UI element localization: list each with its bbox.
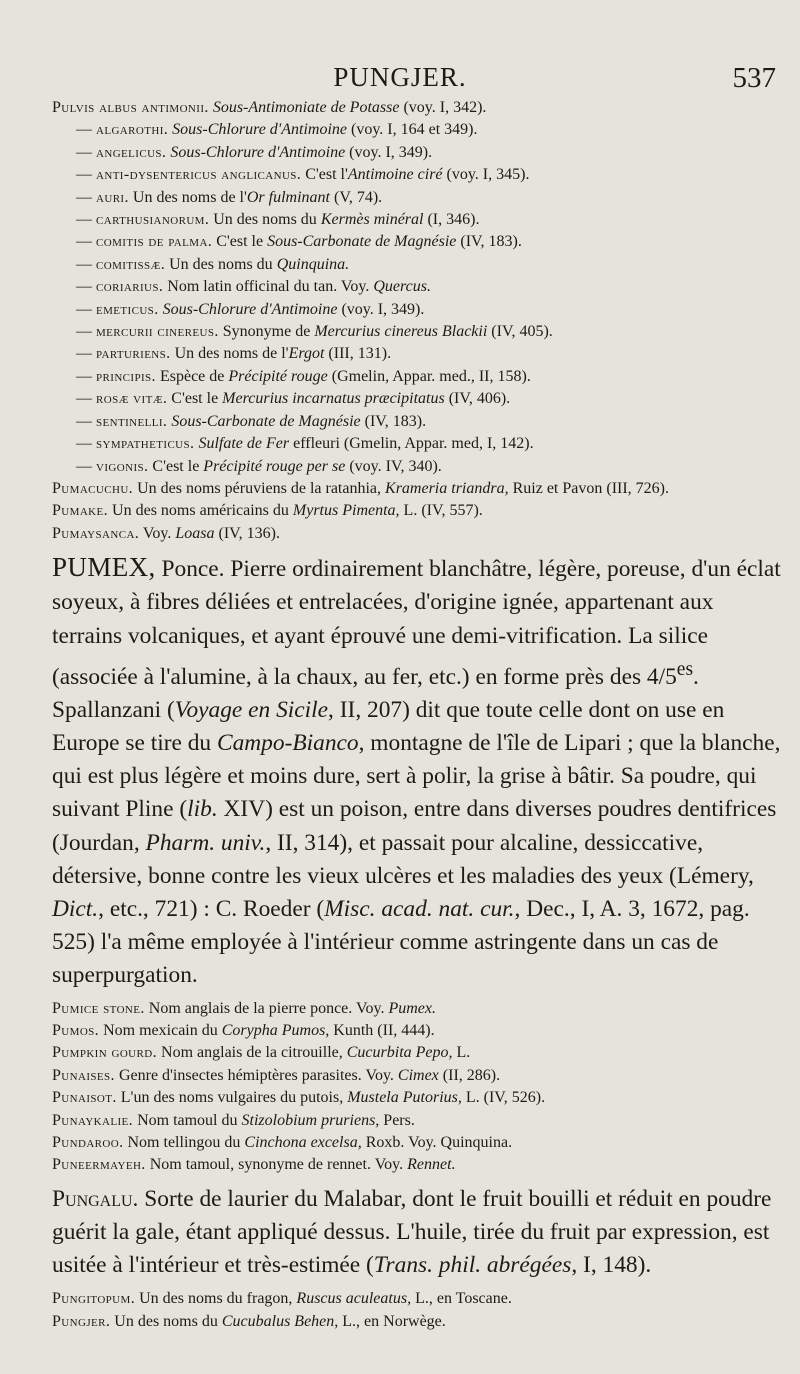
- repeat-dash: —: [76, 255, 96, 273]
- headword: Puneermayeh.: [52, 1156, 146, 1174]
- repeat-dash: —: [76, 211, 96, 229]
- entry-text: Voy.: [139, 524, 176, 542]
- headword: algarothi.: [96, 121, 169, 139]
- headword: Pumpkin gourd.: [52, 1044, 158, 1062]
- entry-italic: Loasa: [175, 524, 215, 542]
- entry-text: effleuri (Gmelin, Appar. med, I, 142).: [289, 435, 534, 453]
- dictionary-entry: [52, 1087, 787, 1109]
- entry-text: (IV, 406).: [444, 390, 511, 408]
- headword: Pungjer.: [52, 1312, 111, 1330]
- repeat-dash: —: [76, 278, 96, 296]
- entry-italic: Quercus.: [373, 278, 431, 296]
- dictionary-entry: [52, 1020, 787, 1042]
- dictionary-entry: [52, 523, 787, 545]
- headword: PUMEX,: [52, 552, 156, 583]
- headword: Pulvis albus antimonii.: [52, 99, 209, 116]
- entry-text: Nom anglais de la citrouille,: [157, 1044, 347, 1062]
- entry-italic: Corypha Pumos,: [221, 1021, 330, 1039]
- repeat-dash: —: [76, 121, 96, 139]
- entry-text: Pers.: [379, 1111, 415, 1129]
- entry-text: (II, 286).: [438, 1066, 501, 1084]
- repeat-dash: —: [76, 166, 96, 184]
- dictionary-entry: [52, 119, 787, 141]
- entry-text: Un des noms américains du: [108, 502, 293, 520]
- repeat-dash: —: [76, 233, 96, 251]
- entry-italic: Ergot: [288, 345, 325, 363]
- repeat-dash: —: [76, 345, 96, 363]
- entry-italic: Cucubalus Behen,: [221, 1312, 339, 1330]
- dictionary-entry: [52, 97, 787, 119]
- dictionary-entry: [52, 209, 787, 231]
- entry-text: Genre d'insectes hémiptères parasites. Voy.: [114, 1066, 398, 1084]
- entry-text: (voy. I, 345).: [442, 166, 530, 184]
- repeat-dash: —: [76, 367, 96, 385]
- headword: Pumaysanca.: [52, 524, 140, 542]
- entry-list-pumice: [52, 998, 787, 1177]
- headword: Pundaroo.: [52, 1134, 124, 1151]
- entry-text: Nom latin officinal du tan. Voy.: [163, 278, 374, 296]
- dictionary-entry: [52, 1288, 787, 1310]
- dictionary-entry: [52, 366, 787, 388]
- entry-italic: Cucurbita Pepo,: [346, 1044, 453, 1062]
- entry-text: L.: [452, 1044, 471, 1062]
- dictionary-entry: [52, 321, 787, 343]
- entry-italic: Cimex: [397, 1066, 439, 1084]
- headword: sympatheticus.: [96, 435, 195, 453]
- dictionary-entry: [52, 411, 787, 433]
- entry-italic: Sous-Chlorure d'Antimoine: [162, 300, 338, 318]
- entry-text: C'est le: [148, 457, 204, 475]
- headword: sentinelli.: [96, 412, 168, 430]
- entry-list-pungitopum: [52, 1288, 787, 1333]
- repeat-dash: —: [76, 300, 96, 318]
- dictionary-entry: [52, 276, 787, 298]
- entry-italic: Sous-Chlorure d'Antimoine: [170, 143, 346, 161]
- repeat-dash: —: [76, 188, 96, 206]
- headword: Pumacuchu.: [52, 479, 134, 497]
- entry-text: Espèce de: [155, 367, 229, 385]
- entry-text: Kunth (II, 444).: [329, 1021, 435, 1039]
- headword: vigonis.: [96, 457, 149, 475]
- dictionary-entry: [52, 164, 787, 186]
- entry-italic: Mercurius incarnatus præcipitatus: [222, 390, 445, 408]
- entry-italic: Or fulminant: [246, 188, 330, 206]
- entry-italic: Antimoine ciré: [347, 166, 443, 184]
- headword: comitis de palma.: [96, 233, 213, 251]
- entry-italic: Mercurius cinereus Blackii: [314, 323, 488, 341]
- entry-text: Un des noms de l': [128, 188, 247, 206]
- entry-italic: Myrtus Pimenta,: [292, 502, 400, 520]
- entry-text: Un des noms du: [110, 1312, 222, 1330]
- dictionary-entry: [52, 1132, 787, 1154]
- entry-italic: Krameria triandra,: [385, 479, 509, 497]
- entry-italic: Pumex.: [388, 999, 436, 1017]
- entry-text: (voy. I, 164 et 349).: [347, 121, 478, 139]
- entry-italic: Sous-Carbonate de Magnésie: [267, 233, 457, 251]
- dictionary-entry: [52, 1042, 787, 1064]
- entry-pumex: PUMEX, Ponce. Pierre ordinairement blanchâtre, légère, poreuse, d'un éclat soyeux, à fibres déliées et entrelacées, d'origine ignée, appartenant aux terrains volcaniques, et ayant éprouvé une demi-vitrification. La silice (associée à l'alumine, à la chaux, au fer, etc.) en forme près des $4/5^{es}$. Spallanzani (Voyage en Sicile, II, 207) dit que toute celle dont on use en Europe se tire du Campo-Bianco, montagne de l'île de Lipari ; que la blanche, qui est plus légère et moins dure, sert à polir, la grise à bâtir. Sa poudre, qui suivant Pline (lib. XIV) est un poison, entre dans diverses poudres dentifrices (Jourdan, Pharm. univ., II, 314), et passait pour alcaline, dessiccative, détersive, bonne contre les vieux ulcères et les maladies des yeux (Lémery, Dict., etc., 721) : C. Roeder (Misc. acad. nat. cur., Dec., I, A. 3, 1672, pag. 525) l'a même employée à l'intérieur comme astringente dans un cas de superpurgation.: [52, 552, 781, 989]
- entry-text: Nom mexicain du: [99, 1021, 222, 1039]
- entry-text: Un des noms de l': [170, 345, 289, 363]
- entry-text: (voy. I, 342).: [399, 99, 487, 116]
- entry-text: Nom tamoul, synonyme de rennet. Voy.: [145, 1156, 408, 1174]
- headword: comitissæ.: [96, 255, 166, 273]
- entry-italic: Sous-Chlorure d'Antimoine: [172, 121, 347, 139]
- entry-italic: Sous-Carbonate de Magnésie: [171, 412, 361, 430]
- headword: Punaykalie.: [52, 1111, 134, 1129]
- headword: parturiens.: [96, 345, 171, 363]
- page-number: 537: [732, 62, 776, 94]
- entry-text: Un des noms du: [165, 255, 277, 273]
- entry-italic: Cinchona excelsa,: [244, 1134, 362, 1151]
- entry-text: Ruiz et Pavon (III, 726).: [508, 479, 669, 497]
- headword: angelicus.: [96, 143, 167, 161]
- dictionary-entry: [52, 254, 787, 276]
- dictionary-entry: [52, 343, 787, 365]
- entry-text: (I, 346).: [423, 211, 480, 229]
- headword: Punaises.: [52, 1066, 115, 1084]
- entry-italic: Stizolobium pruriens,: [241, 1111, 380, 1129]
- entry-italic: Précipité rouge: [228, 367, 328, 385]
- entry-text: (IV, 183).: [456, 233, 522, 251]
- entry-text: L., en Toscane.: [411, 1290, 512, 1308]
- headword: emeticus.: [96, 300, 159, 318]
- dictionary-entry: [52, 1065, 787, 1087]
- headword: Pungitopum.: [52, 1290, 136, 1308]
- headword: anti-dysentericus anglicanus.: [96, 166, 302, 184]
- entry-italic: Ruscus aculeatus,: [296, 1290, 412, 1308]
- entry-text: Nom anglais de la pierre ponce. Voy.: [144, 999, 389, 1017]
- dictionary-entry: [52, 500, 787, 522]
- headword: coriarius.: [96, 278, 164, 296]
- headword: mercurii cinereus.: [96, 323, 219, 341]
- entry-text: Nom tellingou du: [123, 1134, 245, 1151]
- entry-italic: Kermès minéral: [320, 211, 424, 229]
- entry-italic: Quinquina.: [276, 255, 350, 273]
- entry-text: L. (IV, 557).: [399, 502, 483, 520]
- dictionary-entry: [52, 433, 787, 455]
- headword: Pungalu.: [52, 1185, 139, 1212]
- page-header: [0, 62, 800, 96]
- dictionary-entry: [52, 1311, 787, 1333]
- entry-list-pulvis: [52, 97, 787, 545]
- entry-text: C'est l': [301, 166, 348, 184]
- entry-text: (V, 74).: [330, 188, 383, 206]
- headword: Pumice stone.: [52, 999, 145, 1017]
- headword: Pumos.: [52, 1021, 100, 1039]
- entry-text: (voy. I, 349).: [337, 300, 425, 318]
- entry-pungalu: Pungalu. Sorte de laurier du Malabar, dont le fruit bouilli et réduit en poudre guérit la gale, étant appliqué dessus. L'huile, tirée du fruit par expression, est usitée à l'intérieur et très-estimée (Trans. phil. abrégées, I, 148).: [52, 1185, 772, 1279]
- headword: Punaisot.: [52, 1089, 117, 1107]
- entry-text: C'est le: [167, 390, 223, 408]
- dictionary-entry: [52, 998, 787, 1020]
- dictionary-entry: [52, 142, 787, 164]
- entry-text: (voy. IV, 340).: [345, 457, 442, 475]
- page-content: [52, 97, 787, 1333]
- entry-text: (III, 131).: [324, 345, 392, 363]
- headword: carthusianorum.: [96, 211, 210, 229]
- entry-text: (voy. I, 349).: [345, 143, 433, 161]
- repeat-dash: —: [76, 435, 96, 453]
- dictionary-entry: [52, 478, 787, 500]
- entry-text: (IV, 405).: [487, 323, 553, 341]
- repeat-dash: —: [76, 143, 96, 161]
- entry-text: L. (IV, 526).: [461, 1089, 546, 1107]
- headword: auri.: [96, 188, 129, 206]
- dictionary-entry: [52, 187, 787, 209]
- entry-text: Un des noms du: [209, 211, 321, 229]
- repeat-dash: —: [76, 323, 96, 341]
- entry-text: Un des noms du fragon,: [135, 1290, 297, 1308]
- dictionary-entry: [52, 456, 787, 478]
- entry-text: L., en Norwège.: [338, 1312, 446, 1330]
- dictionary-entry: [52, 1154, 787, 1176]
- entry-text: (Gmelin, Appar. med., II, 158).: [327, 367, 531, 385]
- dictionary-entry: [52, 1110, 787, 1132]
- entry-italic: Sulfate de Fer: [198, 435, 290, 453]
- entry-italic: Mustela Putorius,: [347, 1089, 462, 1107]
- headword: rosæ vitæ.: [96, 390, 168, 408]
- repeat-dash: —: [76, 390, 96, 408]
- entry-text: Un des noms péruviens de la ratanhia,: [133, 479, 386, 497]
- repeat-dash: —: [76, 457, 96, 475]
- entry-text: L'un des noms vulgaires du putois,: [116, 1089, 348, 1107]
- dictionary-entry: [52, 299, 787, 321]
- repeat-dash: —: [76, 412, 96, 430]
- entry-text: (IV, 136).: [214, 524, 280, 542]
- headword: Pumake.: [52, 502, 109, 520]
- dictionary-entry: [52, 231, 787, 253]
- entry-italic: Rennet.: [407, 1156, 456, 1174]
- entry-italic: Sous-Antimoniate de Potasse: [212, 99, 400, 116]
- entry-italic: Précipité rouge per se: [203, 457, 346, 475]
- entry-text: Roxb. Voy. Quinquina.: [361, 1134, 513, 1151]
- entry-text: (IV, 183).: [360, 412, 427, 430]
- entry-text: C'est le: [212, 233, 268, 251]
- entry-text: Synonyme de: [218, 323, 315, 341]
- entry-text: Nom tamoul du: [133, 1111, 242, 1129]
- running-head: PUNGJER.: [333, 62, 467, 92]
- headword: principis.: [96, 367, 156, 385]
- dictionary-entry: [52, 388, 787, 410]
